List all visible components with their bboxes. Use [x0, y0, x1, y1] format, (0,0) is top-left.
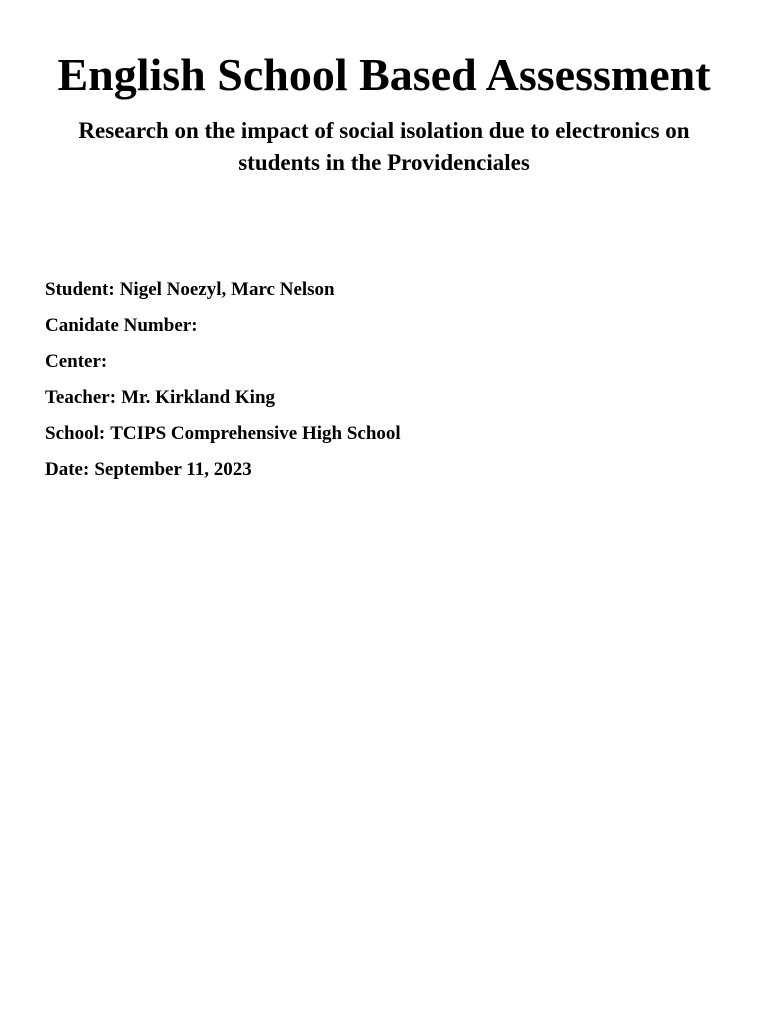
teacher-value: Mr. Kirkland King [121, 387, 276, 408]
school-line [45, 416, 725, 452]
date-line [45, 452, 725, 488]
school-value: TCIPS Comprehensive High School [110, 423, 401, 444]
date-value: September 11, 2023 [94, 459, 252, 480]
center-label: Center: [45, 351, 108, 372]
center-line [45, 344, 725, 380]
date-label: Date: [45, 459, 90, 480]
student-label: Student: [45, 279, 115, 300]
document-title: English School Based Assessment [57, 49, 711, 100]
student-line [45, 272, 725, 308]
teacher-label: Teacher: [45, 387, 117, 408]
cover-info-block [45, 272, 725, 488]
student-value: Nigel Noezyl, Marc Nelson [119, 279, 335, 300]
teacher-line [45, 380, 725, 416]
candidate-number-label: Canidate Number: [45, 315, 198, 336]
document-subtitle: Research on the impact of social isolation due to electronics on students in the Providenciales [78, 118, 690, 175]
school-label: School: [45, 423, 106, 444]
candidate-number-line [45, 308, 725, 344]
